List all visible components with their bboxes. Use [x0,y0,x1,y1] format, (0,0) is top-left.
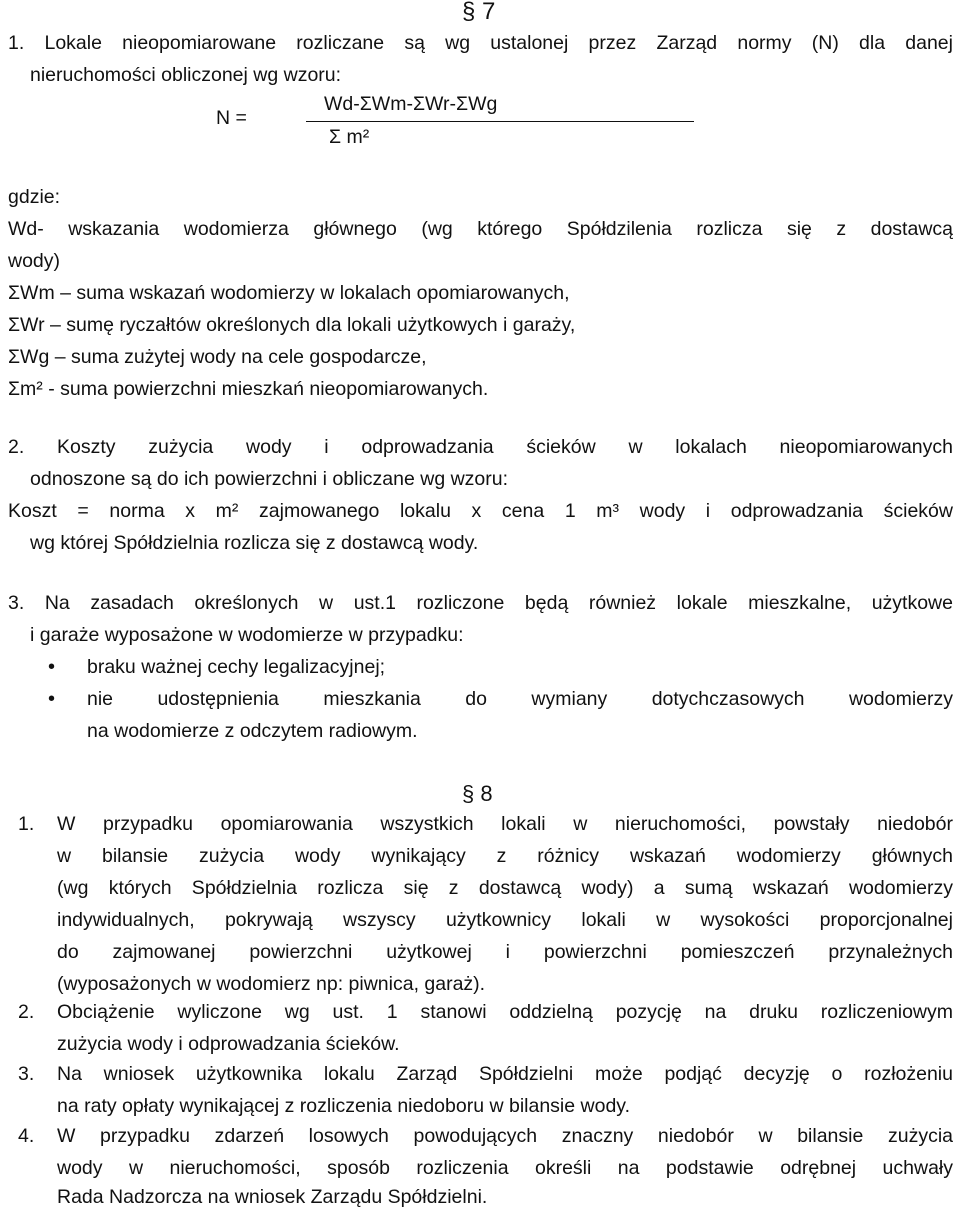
paragraph-7-1-line-1: 1. Lokale nieopomiarowane rozliczane są wg ustalonej przez Zarząd normy (N) dla danej [8,32,953,54]
bullet-icon: • [48,656,56,678]
formula-lhs: N = [216,107,247,129]
bullet-item-2-line-1: nie udostępnienia mieszkania do wymiany dotychczasowych wodomierzy [87,688,953,710]
item-number: 2. [18,1001,35,1023]
item-number: 3. [18,1063,35,1085]
paragraph-7-3-line-2: i garaże wyposażone w wodomierze w przypadku: [30,624,464,646]
item-line: W przypadku zdarzeń losowych powodujących znaczny niedobór w bilansie zużycia [57,1125,953,1147]
paragraph-7-2-line-1: 2. Koszty zużycia wody i odprowadzania ścieków w lokalach nieopomiarowanych [8,436,953,458]
item-line: (wyposażonych w wodomierz np: piwnica, garaż). [57,973,486,995]
where-label: gdzie: [8,186,61,208]
cost-formula-line-1: Koszt = norma x m² zajmowanego lokalu x cena 1 m³ wody i odprowadzania ścieków [8,500,953,522]
formula-numerator: Wd-ΣWm-ΣWr-ΣWg [324,93,498,115]
item-line: na raty opłaty wynikającej z rozliczenia niedoboru w bilansie wody. [57,1095,631,1117]
item-line: indywidualnych, pokrywają wszyscy użytkownicy lokali w wysokości proporcjonalnej [57,909,953,931]
item-line: wody w nieruchomości, sposób rozliczenia określi na podstawie odrębnej uchwały [57,1157,953,1179]
definition-m2: Σm² - suma powierzchni mieszkań nieopomiarowanych. [8,378,489,400]
fraction-line [306,121,694,122]
definition-wg: ΣWg – suma zużytej wody na cele gospodarcze, [8,346,427,368]
definition-wd-line-1: Wd- wskazania wodomierza głównego (wg którego Spółdzilenia rozlicza się z dostawcą [8,218,953,240]
bullet-item-1: braku ważnej cechy legalizacyjnej; [87,656,386,678]
bullet-icon: • [48,688,56,710]
item-line: W przypadku opomiarowania wszystkich lokali w nieruchomości, powstały niedobór [57,813,953,835]
definition-wm: ΣWm – suma wskazań wodomierzy w lokalach opomiarowanych, [8,282,570,304]
item-line: Rada Nadzorcza na wniosek Zarządu Spółdzielni. [57,1186,488,1208]
item-line: w bilansie zużycia wody wynikający z różnicy wskazań wodomierzy głównych [57,845,953,867]
paragraph-7-3-line-1: 3. Na zasadach określonych w ust.1 rozliczone będą również lokale mieszkalne, użytkowe [8,592,953,614]
item-number: 4. [18,1125,35,1147]
item-line: do zajmowanej powierzchni użytkowej i powierzchni pomieszczeń przynależnych [57,941,953,963]
formula-denominator: Σ m² [329,126,370,148]
section-8-heading: § 8 [462,781,493,806]
item-line: zużycia wody i odprowadzania ścieków. [57,1033,400,1055]
definition-wr: ΣWr – sumę ryczałtów określonych dla lokali użytkowych i garaży, [8,314,576,336]
item-number: 1. [18,813,35,835]
definition-wd-line-2: wody) [8,250,61,272]
section-7-heading: § 7 [462,0,496,25]
item-line: Obciążenie wyliczone wg ust. 1 stanowi oddzielną pozycję na druku rozliczeniowym [57,1001,953,1023]
cost-formula-line-2: wg której Spółdzielnia rozlicza się z dostawcą wody. [30,532,479,554]
item-line: (wg których Spółdzielnia rozlicza się z dostawcą wody) a sumą wskazań wodomierzy [57,877,953,899]
bullet-item-2-line-2: na wodomierze z odczytem radiowym. [87,720,418,742]
item-line: Na wniosek użytkownika lokalu Zarząd Spółdzielni może podjąć decyzję o rozłożeniu [57,1063,953,1085]
paragraph-7-1-line-2: nieruchomości obliczonej wg wzoru: [30,64,342,86]
paragraph-7-2-line-2: odnoszone są do ich powierzchni i obliczane wg wzoru: [30,468,509,490]
